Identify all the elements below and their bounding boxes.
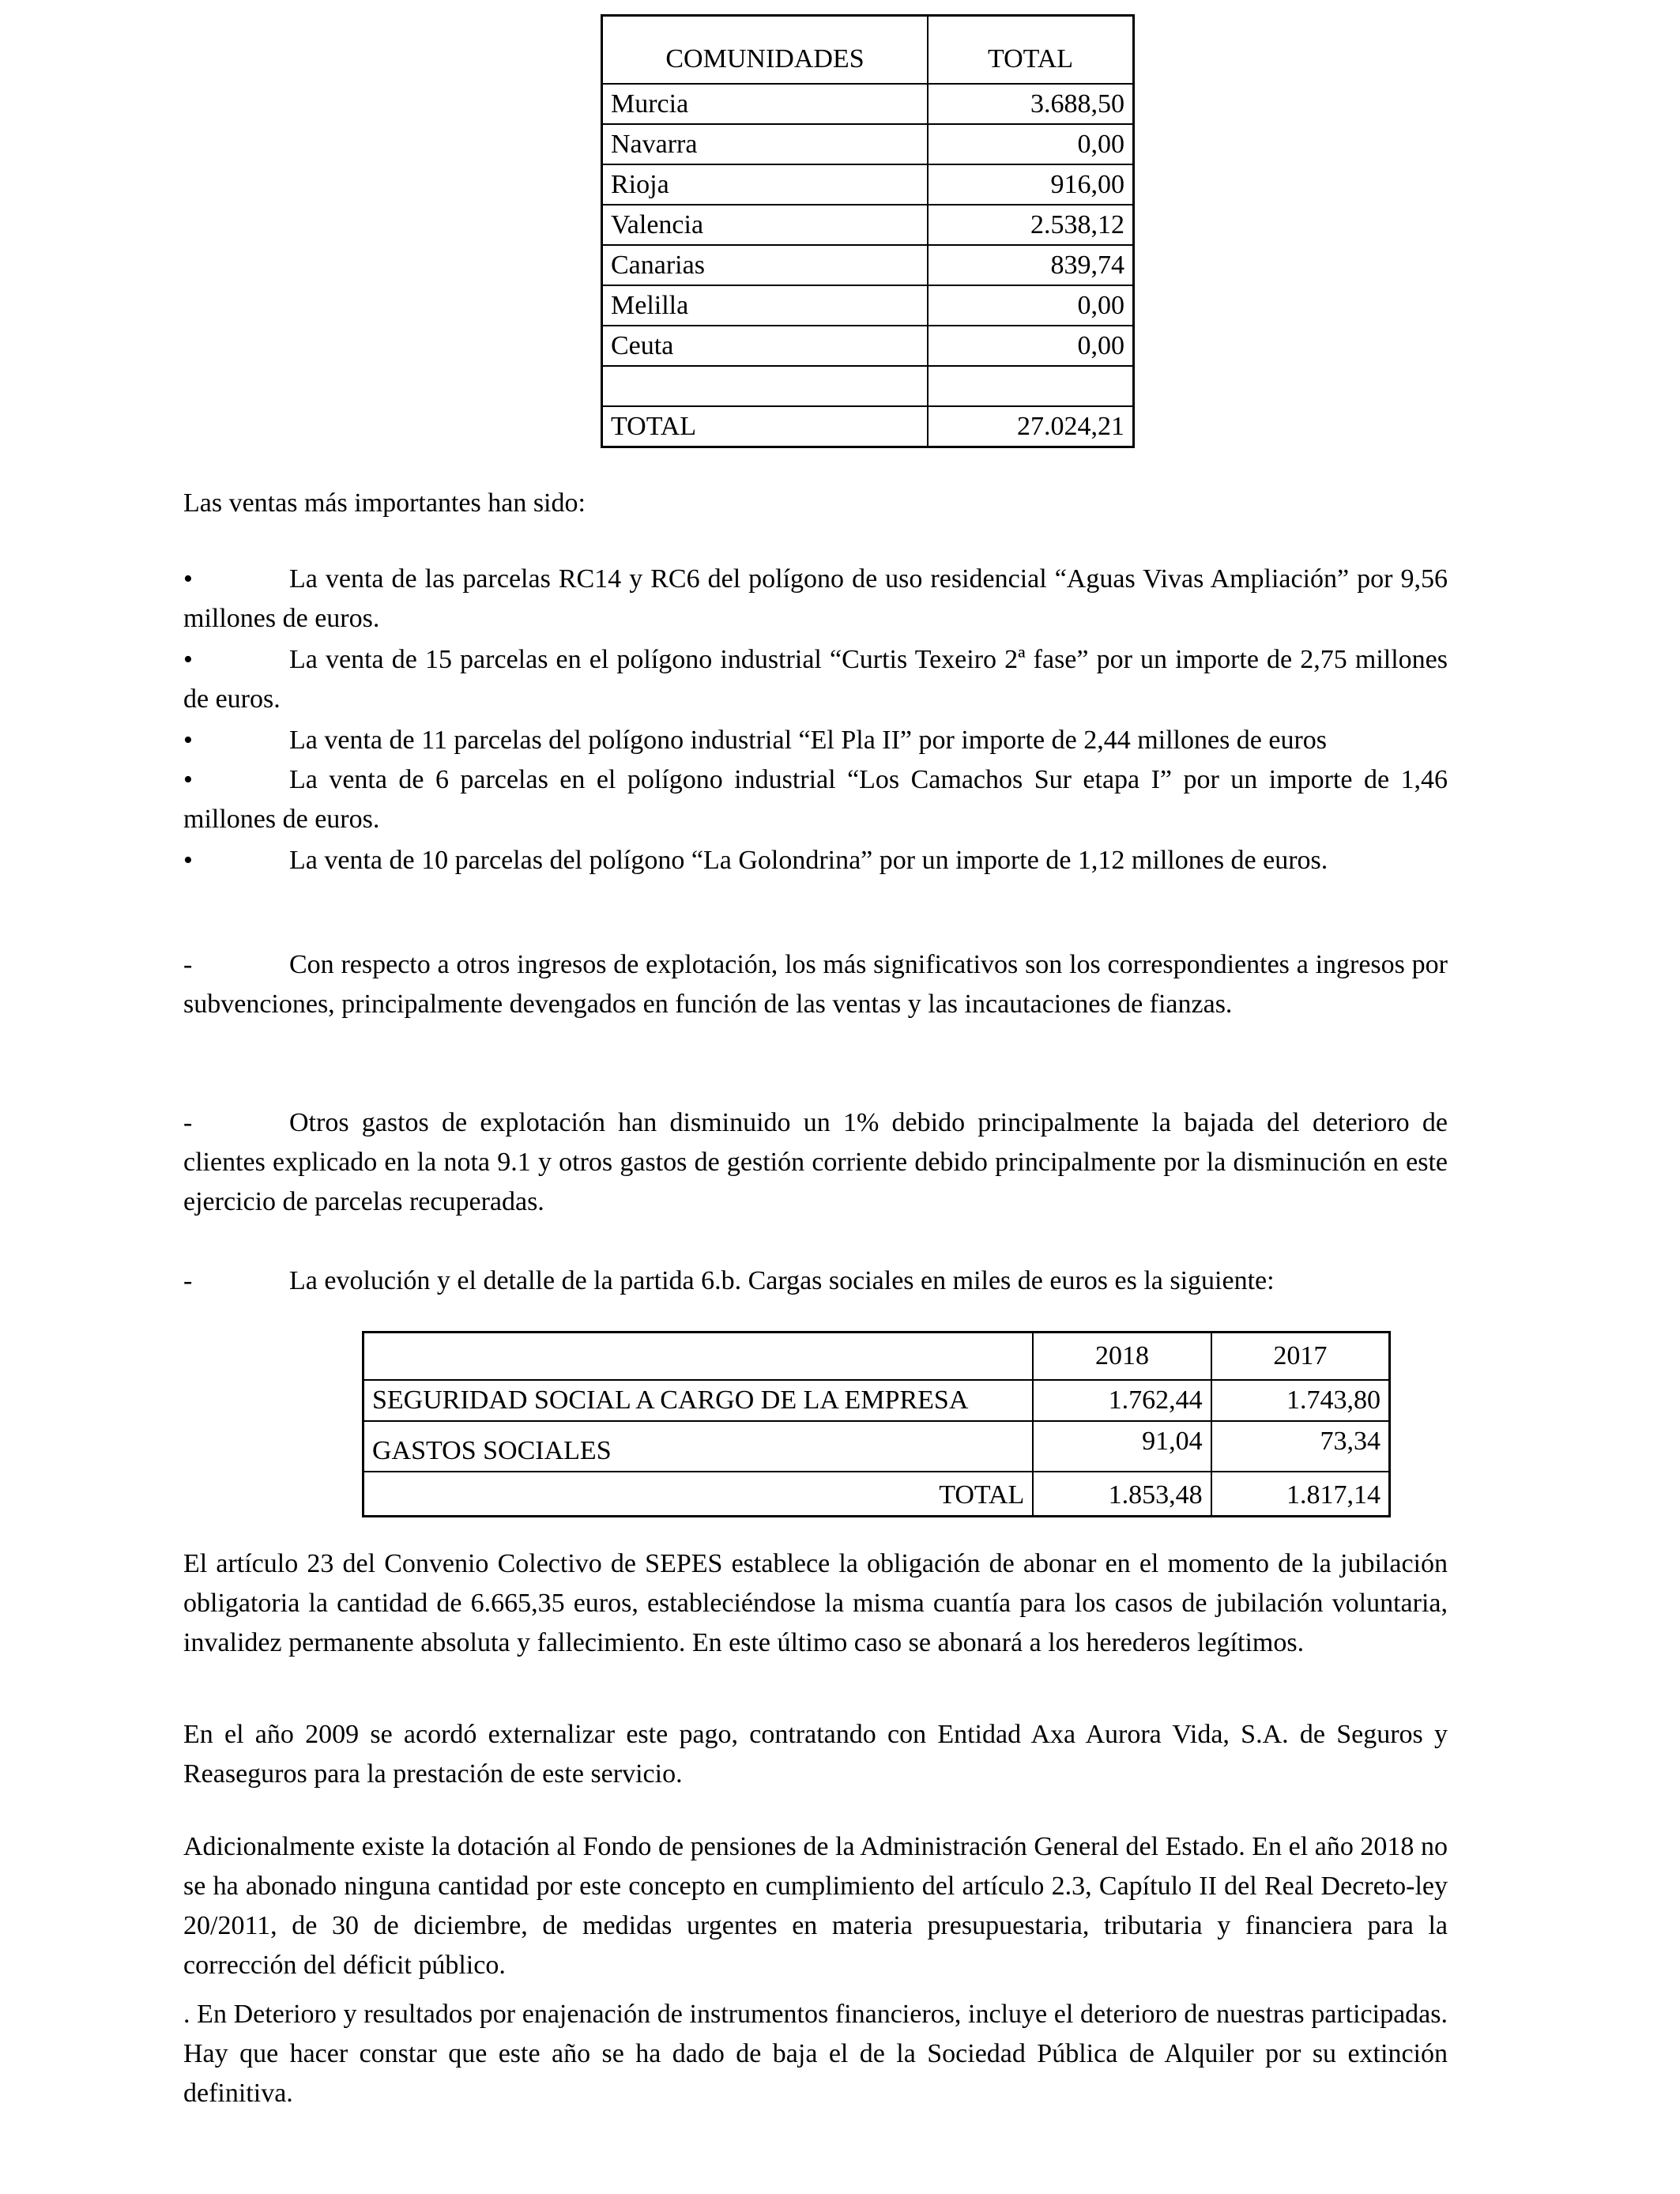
table-row <box>602 366 1134 406</box>
table-cell: 839,74 <box>928 245 1134 285</box>
table-row <box>363 1380 1390 1421</box>
paragraph: Adicionalmente existe la dotación al Fondo de pensiones de la Administración General del Estado. En el año 2018 no se ha abonado ninguna cantidad por este concepto en cumplimiento del artículo 2.3, Capítulo II del Real Decreto-ley 20/2011, de 30 de diciembre, de medidas urgentes en materia presupuestaria, tributaria y financiera para la corrección del déficit público. <box>183 1832 1448 1980</box>
paragraph: . En Deterioro y resultados por enajenación de instrumentos financieros, incluye el deterioro de nuestras participadas. Hay que hacer constar que este año se ha dado de baja el de la Sociedad Pública de Alquiler por su extinción definitiva. <box>183 2000 1448 2108</box>
table-cell <box>928 366 1134 406</box>
table-cell: 1.853,48 <box>1033 1472 1211 1517</box>
table-cell: 27.024,21 <box>928 406 1134 447</box>
column-header: 2018 <box>1033 1333 1211 1381</box>
table-row <box>363 1421 1390 1472</box>
list-item-text: La venta de las parcelas RC14 y RC6 del polígono de uso residencial “Aguas Vivas Ampliación” por 9,56 millones de euros. <box>183 564 1448 633</box>
paragraph <box>183 1261 1448 1301</box>
column-header <box>363 1333 1034 1381</box>
list-item-text: La venta de 6 parcelas en el polígono industrial “Los Camachos Sur etapa I” por un importe de 1,46 millones de euros. <box>183 765 1448 834</box>
table-header-row <box>602 16 1134 85</box>
column-header: TOTAL <box>928 16 1134 85</box>
bullet-symbol: • <box>183 846 193 875</box>
column-header: 2017 <box>1211 1333 1390 1381</box>
table-cell: 0,00 <box>928 124 1134 164</box>
paragraph-text: Otros gastos de explotación han disminuido un 1% debido principalmente la bajada del deterioro de clientes explicado en la nota 9.1 y otros gastos de gestión corriente debido principalmente por la disminución en este ejercicio de parcelas recuperadas. <box>183 1108 1448 1216</box>
table-cell: TOTAL <box>363 1472 1034 1517</box>
paragraph: En el año 2009 se acordó externalizar este pago, contratando con Entidad Axa Aurora Vida, S.A. de Seguros y Reaseguros para la prestación de este servicio. <box>183 1720 1448 1789</box>
table-total-row <box>363 1472 1390 1517</box>
paragraph-text: Con respecto a otros ingresos de explotación, los más significativos son los correspondientes a ingresos por subvenciones, principalmente devengados en función de las ventas y las incautaciones de fianzas. <box>183 950 1448 1019</box>
table-cell: 2.538,12 <box>928 205 1134 245</box>
list-item-text: La venta de 15 parcelas en el polígono industrial “Curtis Texeiro 2ª fase” por un importe de 2,75 millones de euros. <box>183 645 1448 714</box>
table-cell: Murcia <box>602 84 929 124</box>
table-cell: SEGURIDAD SOCIAL A CARGO DE LA EMPRESA <box>363 1380 1034 1421</box>
list-item <box>183 640 1448 719</box>
dash-symbol: - <box>183 1266 193 1295</box>
list-item <box>183 760 1448 839</box>
dash-symbol: - <box>183 950 193 979</box>
communities-table <box>601 14 1135 448</box>
table-cell: 91,04 <box>1033 1421 1211 1472</box>
table-cell: 0,00 <box>928 326 1134 366</box>
dash-symbol: - <box>183 1108 193 1137</box>
list-item <box>183 560 1448 639</box>
table-cell: Rioja <box>602 164 929 205</box>
table-row <box>602 285 1134 326</box>
table-row <box>602 164 1134 205</box>
table-row <box>602 124 1134 164</box>
table-total-row <box>602 406 1134 447</box>
table-cell: 1.817,14 <box>1211 1472 1390 1517</box>
table-cell: Valencia <box>602 205 929 245</box>
table-cell: 0,00 <box>928 285 1134 326</box>
table-cell: Melilla <box>602 285 929 326</box>
table-cell: Ceuta <box>602 326 929 366</box>
paragraph <box>183 945 1448 1024</box>
bullet-symbol: • <box>183 645 193 674</box>
table-cell: Canarias <box>602 245 929 285</box>
column-header: COMUNIDADES <box>602 16 929 85</box>
table-cell: 73,34 <box>1211 1421 1390 1472</box>
paragraph-text: La evolución y el detalle de la partida 6.b. Cargas sociales en miles de euros es la siguiente: <box>289 1266 1275 1295</box>
bullet-symbol: • <box>183 564 193 594</box>
bullet-symbol: • <box>183 765 193 794</box>
bullet-symbol: • <box>183 726 193 755</box>
table-cell: 1.743,80 <box>1211 1380 1390 1421</box>
table-cell <box>602 366 929 406</box>
list-item-text: La venta de 10 parcelas del polígono “La Golondrina” por un importe de 1,12 millones de euros. <box>289 846 1328 875</box>
table-row <box>602 245 1134 285</box>
intro-text: Las ventas más importantes han sido: <box>183 488 586 518</box>
table-cell: TOTAL <box>602 406 929 447</box>
list-item <box>183 721 1448 760</box>
table-row <box>602 205 1134 245</box>
table-cell: Navarra <box>602 124 929 164</box>
table-cell: GASTOS SOCIALES <box>363 1421 1034 1472</box>
table-row <box>602 84 1134 124</box>
social-charges-table <box>362 1331 1391 1517</box>
list-item-text: La venta de 11 parcelas del polígono industrial “El Pla II” por importe de 2,44 millones de euros <box>289 726 1328 755</box>
table-cell: 916,00 <box>928 164 1134 205</box>
paragraph: El artículo 23 del Convenio Colectivo de SEPES establece la obligación de abonar en el momento de la jubilación obligatoria la cantidad de 6.665,35 euros, estableciéndose la misma cuantía para los casos de jubilación voluntaria, invalidez permanente absoluta y fallecimiento. En este último caso se abonará a los herederos legítimos. <box>183 1549 1448 1657</box>
paragraph <box>183 1103 1448 1222</box>
table-row <box>602 326 1134 366</box>
table-header-row <box>363 1333 1390 1381</box>
table-cell: 3.688,50 <box>928 84 1134 124</box>
table-cell: 1.762,44 <box>1033 1380 1211 1421</box>
list-item <box>183 841 1448 880</box>
